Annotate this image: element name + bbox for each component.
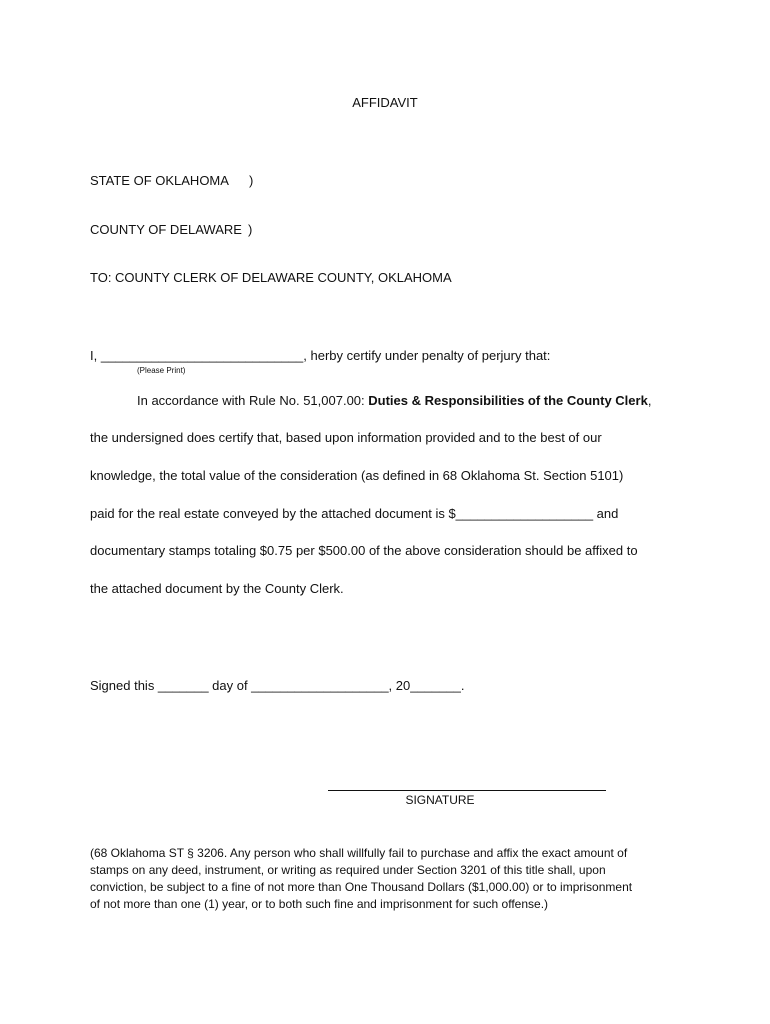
footnote-line-1: (68 Oklahoma ST § 3206. Any person who shall willfully fail to purchase and affix the exact amount of <box>90 846 628 860</box>
county-label: COUNTY OF DELAWARE <box>90 222 242 237</box>
county-line <box>90 222 252 238</box>
footnote-line-2: stamps on any deed, instrument, or writing as required under Section 3201 of this title shall, upon <box>90 863 606 877</box>
signed-date-line: Signed this _______ day of ___________________, 20_______. <box>90 678 465 693</box>
signature-rule <box>328 790 606 791</box>
to-line: TO: COUNTY CLERK OF DELAWARE COUNTY, OKLAHOMA <box>90 270 452 285</box>
paragraph-line-1 <box>137 393 651 409</box>
signature-label: SIGNATURE <box>405 793 475 807</box>
paragraph-line-4: paid for the real estate conveyed by the attached document is $___________________ and <box>90 506 619 521</box>
paragraph-line-5: documentary stamps totaling $0.75 per $500.00 of the above consideration should be affixed to <box>90 543 638 558</box>
statute-footnote <box>90 845 680 913</box>
please-print-note: (Please Print) <box>137 366 186 375</box>
paragraph-intro: In accordance with Rule No. 51,007.00: <box>137 393 369 408</box>
rule-title: Duties & Responsibilities of the County Clerk <box>368 393 648 408</box>
paragraph-comma: , <box>647 393 652 408</box>
paragraph-line-3: knowledge, the total value of the consideration (as defined in 68 Oklahoma St. Section 5101) <box>90 468 624 483</box>
state-label: STATE OF OKLAHOMA <box>90 173 229 188</box>
footnote-line-4: of not more than one (1) year, or to both such fine and imprisonment for such offense.) <box>90 897 549 911</box>
document-title: AFFIDAVIT <box>352 95 418 110</box>
state-paren: ) <box>248 173 254 188</box>
paragraph-line-6: the attached document by the County Clerk. <box>90 581 344 596</box>
footnote-line-3: conviction, be subject to a fine of not more than One Thousand Dollars ($1,000.00) or to imprisonment <box>90 880 633 894</box>
county-paren: ) <box>247 222 253 237</box>
paragraph-line-2: the undersigned does certify that, based upon information provided and to the best of our <box>90 430 602 445</box>
certify-line: I, ____________________________, herby certify under penalty of perjury that: <box>90 348 551 363</box>
state-line <box>90 173 253 189</box>
